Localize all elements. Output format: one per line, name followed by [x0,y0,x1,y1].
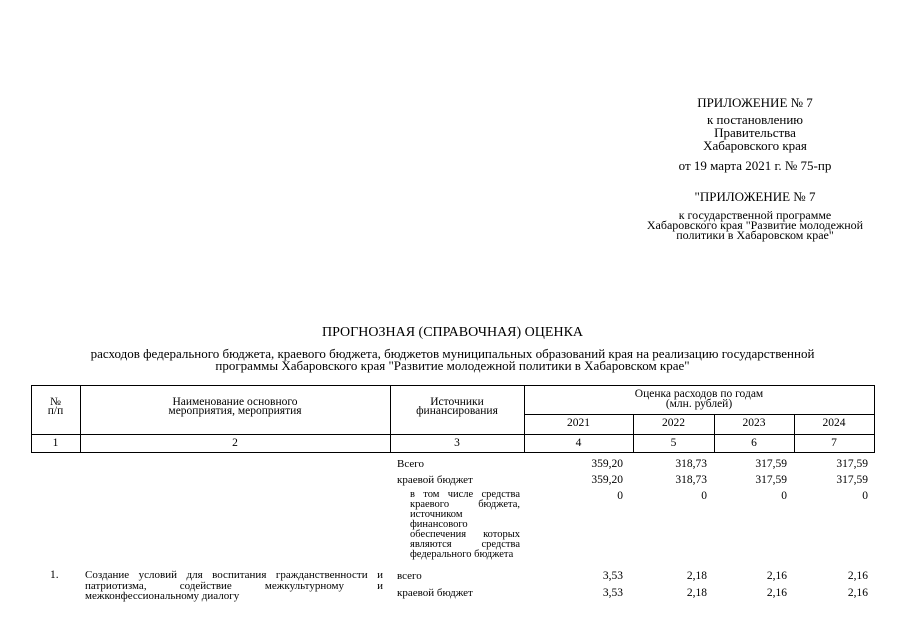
row-source: краевой бюджет [397,474,473,486]
row-source: Всего [397,458,424,470]
header-year-2023: 2023 [742,417,766,429]
col-number: 7 [831,437,837,449]
document-title: ПРОГНОЗНАЯ (СПРАВОЧНАЯ) ОЦЕНКА [321,325,584,340]
row-value-2024: 2,16 [847,570,868,582]
table-border-right [874,385,875,453]
table-header-bottom [31,434,874,435]
row-source: краевой бюджет [397,587,473,599]
header-name-sub: мероприятия, мероприятия [168,405,302,417]
program-line-2: Хабаровского края "Развитие молодежной [646,218,864,232]
header-number: № [50,396,61,408]
program-line-3: политики в Хабаровском крае" [676,228,834,242]
row-source: в том числе средства краевого бюджета, источником финансового обеспечения которых являются средства федерального бюджета [410,489,520,560]
col-number: 5 [670,437,677,449]
row-value-2021: 359,20 [591,474,623,486]
row-value-2021: 3,53 [602,587,623,599]
appendix-title: ПРИЛОЖЕНИЕ № 7 [697,95,813,110]
row-value-2022: 318,73 [675,458,707,470]
table-border-top [31,385,874,386]
header-estimate: Оценка расходов по годам [634,388,764,400]
col-number: 3 [454,437,460,449]
col-number: 4 [575,437,582,449]
document-subtitle-line-1: расходов федерального бюджета, краевого бюджета, бюджетов муниципальных образований края на реализацию государственной [90,346,815,361]
row-value-2021: 359,20 [591,458,623,470]
region-line: Хабаровского края [703,138,807,153]
item-number: 1. [50,569,59,581]
row-value-2024: 2,16 [847,587,868,599]
col-number: 2 [232,437,238,449]
row-value-2022: 0 [701,490,707,502]
header-estimate-unit: (млн. рублей) [665,398,733,410]
row-value-2021: 3,53 [602,570,623,582]
header-year-2024: 2024 [822,417,846,429]
header-year-2022: 2022 [662,417,685,429]
header-year-2021: 2021 [567,417,590,429]
header-name: Наименование основного [172,396,298,408]
row-value-2023: 0 [781,490,787,502]
row-value-2024: 317,59 [836,474,868,486]
row-source: всего [397,570,422,582]
appendix-title-quoted: "ПРИЛОЖЕНИЕ № 7 [694,189,816,204]
header-source-sub: финансирования [416,405,498,417]
header-number-sub: п/п [47,405,64,417]
item-name: Создание условий для воспитания гражданственности и патриотизма, содействие межкультурному и межконфессиональному диалогу [85,569,383,602]
row-value-2024: 0 [862,490,868,502]
decree-line: к постановлению [706,112,804,127]
row-value-2023: 317,59 [755,474,787,486]
row-value-2022: 318,73 [675,474,707,486]
table-years-divider [524,414,874,415]
government-line: Правительства [714,125,796,140]
row-value-2023: 2,16 [766,587,787,599]
row-value-2024: 317,59 [836,458,868,470]
row-value-2021: 0 [617,490,623,502]
table-colnum-bottom [31,452,874,453]
document-subtitle-line-2: программы Хабаровского края "Развитие молодежной политики в Хабаровском крае" [215,358,690,373]
row-value-2023: 317,59 [755,458,787,470]
row-value-2022: 2,18 [686,570,707,582]
header-source: Источники [430,396,484,408]
row-value-2023: 2,16 [766,570,787,582]
program-line-1: к государственной программе [678,208,832,222]
col-number: 6 [751,437,757,449]
decree-date: от 19 марта 2021 г. № 75-пр [678,158,832,173]
row-value-2022: 2,18 [686,587,707,599]
col-number: 1 [52,437,59,449]
